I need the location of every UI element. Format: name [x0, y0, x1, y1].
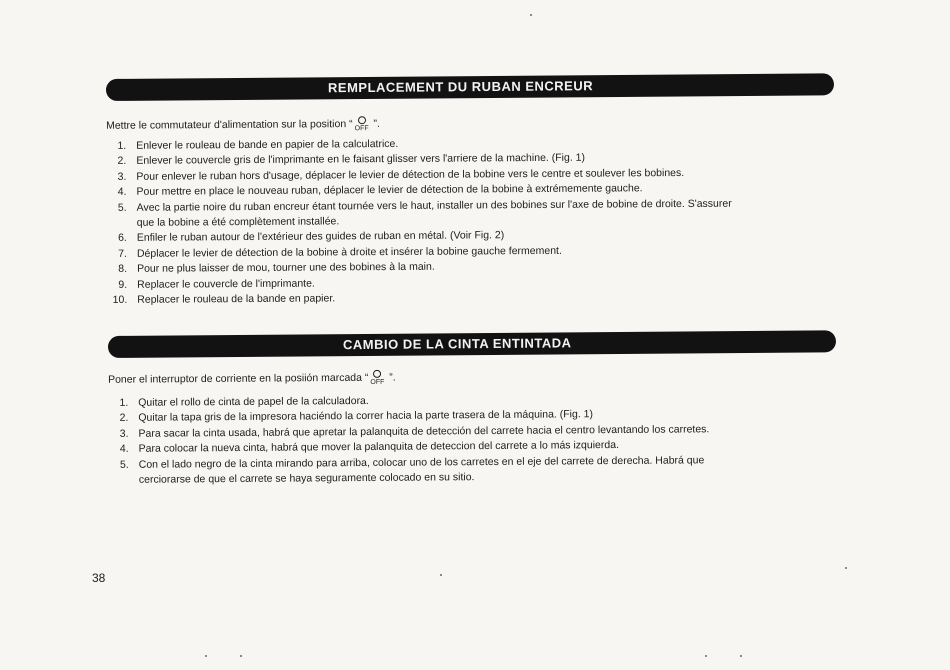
step-text: Replacer le rouleau de la bande en papier. [137, 292, 336, 306]
step-text: Para colocar la nueva cinta, habrá que mover la palanquita de deteccion del carrete a lo más izquierda. [138, 439, 620, 455]
step-text: Pour ne plus laisser de mou, tourner une des bobines à la main. [137, 260, 435, 276]
step-text-continued: cerciorarse de que el carrete se haya seguramente colocado en su sitio. [138, 471, 475, 486]
step-number: 1. [117, 139, 127, 152]
scan-speck [740, 655, 742, 657]
step-item [107, 196, 732, 231]
step-text: Enlever le rouleau de bande en papier de la calculatrice. [136, 137, 399, 152]
section-banner-es [108, 330, 836, 358]
step-text: Enfiler le ruban autour de l'extérieur des guides de ruban en métal. (Voir Fig. 2) [136, 229, 505, 245]
step-number: 3. [117, 170, 127, 183]
step-text: Pour enlever le ruban hors d'usage, déplacer le levier de détection de la bobine vers le centre et soulever les bobines. [136, 166, 685, 183]
step-number: 5. [117, 201, 127, 214]
steps-list-fr [106, 135, 732, 309]
step-number: 6. [118, 232, 127, 245]
step-number: 1. [119, 396, 129, 409]
step-number: 2. [117, 155, 127, 168]
step-text: Quitar el rollo de cinta de papel de la calculadora. [138, 394, 369, 409]
step-number: 4. [119, 443, 129, 456]
step-text: Pour mettre en place le nouveau ruban, déplacer le levier de détection de la bobine à extrémemente gauche. [136, 182, 643, 199]
step-number: 9. [118, 278, 128, 291]
step-number: 8. [118, 263, 128, 276]
step-text: Enlever le couvercle gris de l'imprimante en le faisant glisser vers l'arriere de la machine. (Fig. 1) [136, 152, 586, 168]
scan-speck [705, 655, 707, 657]
section-banner-fr [106, 73, 834, 101]
scan-speck [845, 567, 847, 569]
step-number: 2. [119, 412, 129, 425]
step-text: Con el lado negro de la cinta mirando para arriba, colocar uno de los carretes en el eje del carrete de derecha. Habrá que [138, 453, 705, 471]
scan-speck [240, 655, 242, 657]
power-off-symbol: OFF [355, 116, 369, 132]
step-number: 4. [117, 186, 127, 199]
section-title-es: CAMBIO DE LA CINTA ENTINTADA [342, 335, 572, 353]
step-item [109, 453, 710, 489]
scan-speck [205, 655, 207, 657]
section-fr [106, 114, 732, 309]
step-text: Para sacar la cinta usada, habrá que apretar la palanquita de detección del carrete hacia el centro levantando los carretes. [138, 423, 710, 440]
intro-fr: Mettre le commutateur d'alimentation sur la position “ OFF ”. [106, 117, 380, 133]
power-off-symbol: OFF [370, 370, 384, 386]
step-text-continued: que la bobine a été complètement installée. [136, 215, 340, 229]
page-number: 38 [92, 571, 106, 585]
section-es [108, 367, 710, 488]
step-item [107, 289, 732, 309]
steps-list-es [108, 391, 710, 488]
step-text: Avec la partie noire du ruban encreur étant tournée vers le haut, installer un des bobines sur l'axe de bobine de droite. S'assurer [136, 197, 732, 214]
step-text: Quitar la tapa gris de la impresora haciéndo la correr hacia la parte trasera de la máquina. (Fig. 1) [138, 408, 594, 425]
step-number: 5. [119, 458, 129, 471]
scan-speck [440, 574, 442, 576]
step-text: Déplacer le levier de détection de la bobine à droite et insérer la bobine gauche fermement. [136, 244, 562, 260]
step-number: 3. [119, 427, 129, 440]
step-number: 10. [112, 293, 128, 307]
scan-speck [530, 14, 532, 16]
step-number: 7. [118, 247, 127, 260]
step-text: Replacer le couvercle de l'imprimante. [137, 277, 315, 291]
section-title-fr: REMPLACEMENT DU RUBAN ENCREUR [327, 78, 594, 96]
intro-es: Poner el interruptor de corriente en la posiión marcada “ OFF ”. [108, 371, 396, 386]
